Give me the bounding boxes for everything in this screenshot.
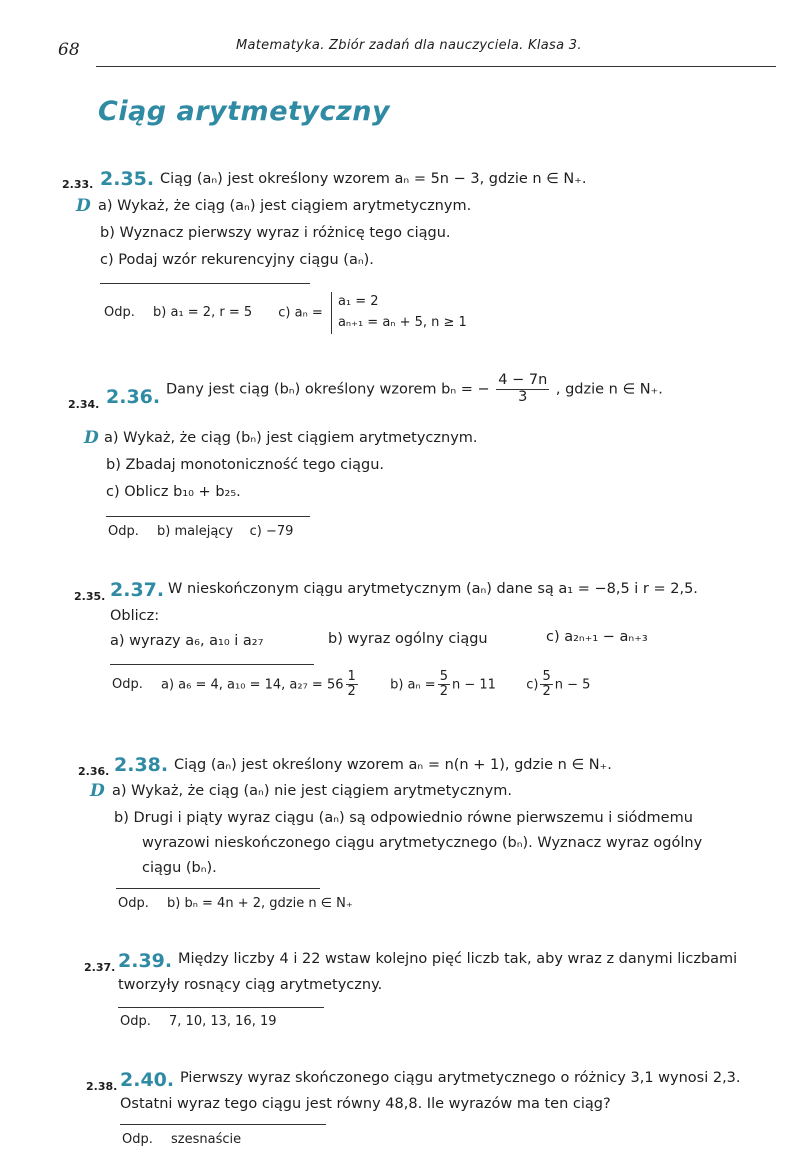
task-item: b) wyraz ogólny ciągu bbox=[328, 631, 488, 647]
proof-marker-icon: D bbox=[84, 428, 99, 448]
answer-rule bbox=[106, 516, 310, 517]
task-number: 2.40. bbox=[120, 1069, 175, 1091]
answer: Odp. b) bₙ = 4n + 2, gdzie n ∈ N₊ bbox=[118, 896, 353, 911]
task-item: wyrazowi nieskończonego ciągu arytmetycznego (bₙ). Wyznacz wyraz ogólny bbox=[142, 835, 703, 851]
page-number: 68 bbox=[58, 40, 80, 60]
answer: Odp. b) malejący c) −79 bbox=[108, 524, 294, 539]
task-intro: Ciąg (aₙ) jest określony wzorem aₙ = n(n + 1), gdzie n ∈ N₊. bbox=[174, 757, 612, 773]
task-number: 2.35. bbox=[100, 168, 155, 190]
answer: Odp. b) a₁ = 2, r = 5 c) aₙ = a₁ = 2 aₙ₊₁ = aₙ + 5, n ≥ 1 bbox=[104, 292, 467, 334]
old-task-number: 2.37. bbox=[84, 961, 116, 974]
task-item: ciągu (bₙ). bbox=[142, 860, 217, 876]
task-intro: Ciąg (aₙ) jest określony wzorem aₙ = 5n − 3, gdzie n ∈ N₊. bbox=[160, 171, 587, 187]
old-task-number: 2.33. bbox=[62, 178, 94, 191]
task-item: c) a₂ₙ₊₁ − aₙ₊₃ bbox=[546, 629, 648, 645]
answer-label: Odp. bbox=[112, 677, 143, 693]
task-intro: Dany jest ciąg (bₙ) określony wzorem bₙ = − $\frac{4 - 7n}{3}$ , gdzie n ∈ N₊. bbox=[166, 372, 663, 405]
fraction: $\frac{5}{2}$ bbox=[439, 669, 448, 700]
task-intro-2: Oblicz: bbox=[110, 608, 160, 624]
old-task-number: 2.38. bbox=[86, 1080, 118, 1093]
task-item: c) Oblicz b₁₀ + b₂₅. bbox=[106, 484, 241, 500]
header-rule bbox=[96, 66, 776, 67]
answer-label: Odp. bbox=[104, 305, 135, 321]
answer: Odp. szesnaście bbox=[122, 1132, 242, 1147]
fraction: $\frac{1}{2}$ bbox=[347, 669, 356, 700]
task-item: c) Podaj wzór rekurencyjny ciągu (aₙ). bbox=[100, 252, 374, 268]
task-intro-2: tworzyły rosnący ciąg arytmetyczny. bbox=[118, 977, 383, 993]
answer-rule bbox=[118, 1007, 324, 1008]
answer-label: Odp. bbox=[118, 896, 149, 911]
answer-label: Odp. bbox=[108, 524, 139, 539]
answer: Odp. a) a₆ = 4, a₁₀ = 14, a₂₇ = 56 $\frac{1}{2}$ b) aₙ = $\frac{5}{2}$ n − 11 c) $\frac{5}{2}$ n − 5 bbox=[112, 669, 591, 700]
task-intro-2: Ostatni wyraz tego ciągu jest równy 48,8. Ile wyrazów ma ten ciąg? bbox=[120, 1096, 611, 1112]
answer-rule bbox=[120, 1124, 326, 1125]
running-title: Matematyka. Zbiór zadań dla nauczyciela. Klasa 3. bbox=[236, 38, 582, 53]
task-item: a) wyrazy a₆, a₁₀ i a₂₇ bbox=[110, 633, 264, 649]
task-number: 2.37. bbox=[110, 579, 165, 601]
old-task-number: 2.34. bbox=[68, 398, 100, 411]
task-item: b) Zbadaj monotoniczność tego ciągu. bbox=[106, 457, 385, 473]
task-item: b) Wyznacz pierwszy wyraz i różnicę tego ciągu. bbox=[100, 225, 451, 241]
answer-rule bbox=[110, 664, 314, 665]
answer: Odp. 7, 10, 13, 16, 19 bbox=[120, 1014, 277, 1029]
answer-rule bbox=[100, 283, 310, 284]
fraction: $\frac{4 - 7n}{3}$ bbox=[498, 372, 548, 405]
answer-label: Odp. bbox=[120, 1014, 151, 1029]
task-number: 2.39. bbox=[118, 950, 173, 972]
old-task-number: 2.35. bbox=[74, 590, 106, 603]
task-item: a) Wykaż, że ciąg (aₙ) jest ciągiem arytmetycznym. bbox=[98, 198, 472, 214]
task-item: a) Wykaż, że ciąg (aₙ) nie jest ciągiem arytmetycznym. bbox=[112, 783, 512, 799]
proof-marker-icon: D bbox=[90, 781, 105, 801]
task-intro: W nieskończonym ciągu arytmetycznym (aₙ) dane są a₁ = −8,5 i r = 2,5. bbox=[168, 581, 698, 597]
old-task-number: 2.36. bbox=[78, 765, 110, 778]
section-title: Ciąg arytmetyczny bbox=[98, 96, 391, 127]
task-intro: Pierwszy wyraz skończonego ciągu arytmetycznego o różnicy 3,1 wynosi 2,3. bbox=[180, 1070, 741, 1086]
task-number: 2.36. bbox=[106, 386, 161, 408]
task-item: b) Drugi i piąty wyraz ciągu (aₙ) są odpowiednio równe pierwszemu i siódmemu bbox=[114, 810, 693, 826]
proof-marker-icon: D bbox=[76, 196, 91, 216]
task-intro: Między liczby 4 i 22 wstaw kolejno pięć liczb tak, aby wraz z danymi liczbami bbox=[178, 951, 738, 967]
answer-label: Odp. bbox=[122, 1132, 153, 1147]
answer-rule bbox=[116, 888, 320, 889]
recurrence-system: a₁ = 2 aₙ₊₁ = aₙ + 5, n ≥ 1 bbox=[331, 292, 467, 334]
fraction: $\frac{5}{2}$ bbox=[542, 669, 551, 700]
task-number: 2.38. bbox=[114, 754, 169, 776]
task-item: a) Wykaż, że ciąg (bₙ) jest ciągiem arytmetycznym. bbox=[104, 430, 478, 446]
